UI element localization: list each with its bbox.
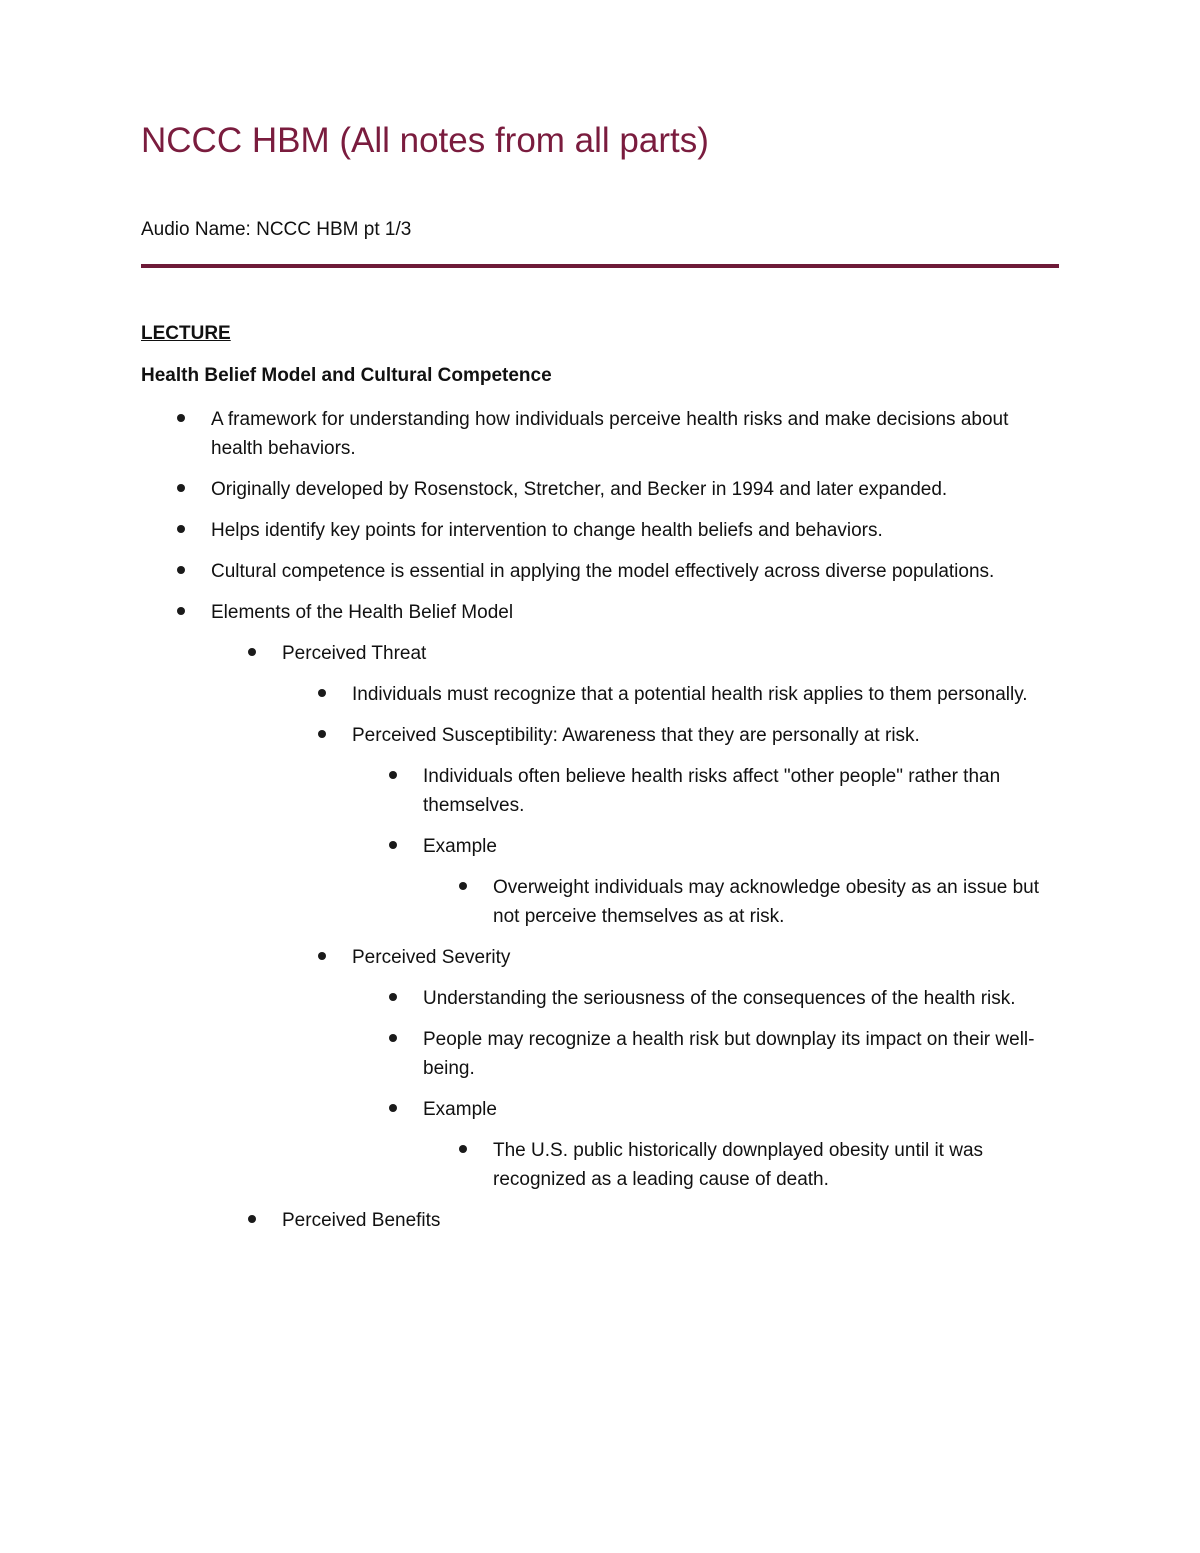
bullet-dot-icon <box>389 993 397 1001</box>
list-item-text: Overweight individuals may acknowledge obesity as an issue but not perceive themselves as at risk. <box>493 877 1040 927</box>
bullet-dot-icon <box>459 882 467 890</box>
audio-name: Audio Name: NCCC HBM pt 1/3 <box>141 219 412 240</box>
list-item <box>141 475 1059 504</box>
bullet-dot-icon <box>177 525 185 533</box>
list-item <box>141 1095 1059 1124</box>
bullet-dot-icon <box>248 648 256 656</box>
document-title: NCCC HBM (All notes from all parts) <box>141 121 709 160</box>
title-divider <box>141 264 1059 268</box>
list-item <box>141 1136 1059 1194</box>
list-item <box>141 516 1059 545</box>
bullet-list <box>141 405 1059 1247</box>
bullet-dot-icon <box>318 730 326 738</box>
bullet-dot-icon <box>318 689 326 697</box>
list-item <box>141 721 1059 750</box>
list-item-text: Example <box>423 1099 497 1120</box>
lecture-heading: LECTURE <box>141 323 231 344</box>
list-item-text: Perceived Severity <box>352 947 511 968</box>
bullet-dot-icon <box>248 1215 256 1223</box>
list-item-text: Helps identify key points for intervention to change health beliefs and behaviors. <box>211 520 883 541</box>
list-item-text: Perceived Threat <box>282 643 427 664</box>
list-item-text: The U.S. public historically downplayed obesity until it was recognized as a leading cause of death. <box>493 1140 984 1190</box>
list-item <box>141 943 1059 972</box>
list-item-text: A framework for understanding how individuals perceive health risks and make decisions about health behaviors. <box>211 409 1009 459</box>
list-item-text: Example <box>423 836 497 857</box>
list-item <box>141 762 1059 820</box>
list-item <box>141 598 1059 627</box>
list-item-text: Perceived Susceptibility: Awareness that they are personally at risk. <box>352 725 920 746</box>
list-item <box>141 680 1059 709</box>
list-item <box>141 1025 1059 1083</box>
list-item-text: Perceived Benefits <box>282 1210 441 1231</box>
list-item <box>141 639 1059 668</box>
list-item-text: Individuals must recognize that a potential health risk applies to them personally. <box>352 684 1028 705</box>
bullet-dot-icon <box>389 1034 397 1042</box>
bullet-dot-icon <box>318 952 326 960</box>
bullet-dot-icon <box>177 414 185 422</box>
list-item <box>141 405 1059 463</box>
list-item-text: Originally developed by Rosenstock, Stretcher, and Becker in 1994 and later expanded. <box>211 479 948 500</box>
list-item-text: Understanding the seriousness of the consequences of the health risk. <box>423 988 1016 1009</box>
list-item <box>141 984 1059 1013</box>
list-item <box>141 873 1059 931</box>
list-item <box>141 832 1059 861</box>
list-item-text: Cultural competence is essential in applying the model effectively across diverse populations. <box>211 561 995 582</box>
bullet-dot-icon <box>177 484 185 492</box>
list-item <box>141 1206 1059 1235</box>
list-item-text: Individuals often believe health risks affect "other people" rather than themselves. <box>423 766 1001 816</box>
bullet-dot-icon <box>389 841 397 849</box>
bullet-dot-icon <box>459 1145 467 1153</box>
bullet-dot-icon <box>177 566 185 574</box>
list-item-text: Elements of the Health Belief Model <box>211 602 514 623</box>
list-item-text: People may recognize a health risk but downplay its impact on their well-being. <box>423 1029 1035 1079</box>
bullet-dot-icon <box>389 1104 397 1112</box>
bullet-dot-icon <box>177 607 185 615</box>
section-heading: Health Belief Model and Cultural Competence <box>141 365 552 386</box>
list-item <box>141 557 1059 586</box>
bullet-dot-icon <box>389 771 397 779</box>
